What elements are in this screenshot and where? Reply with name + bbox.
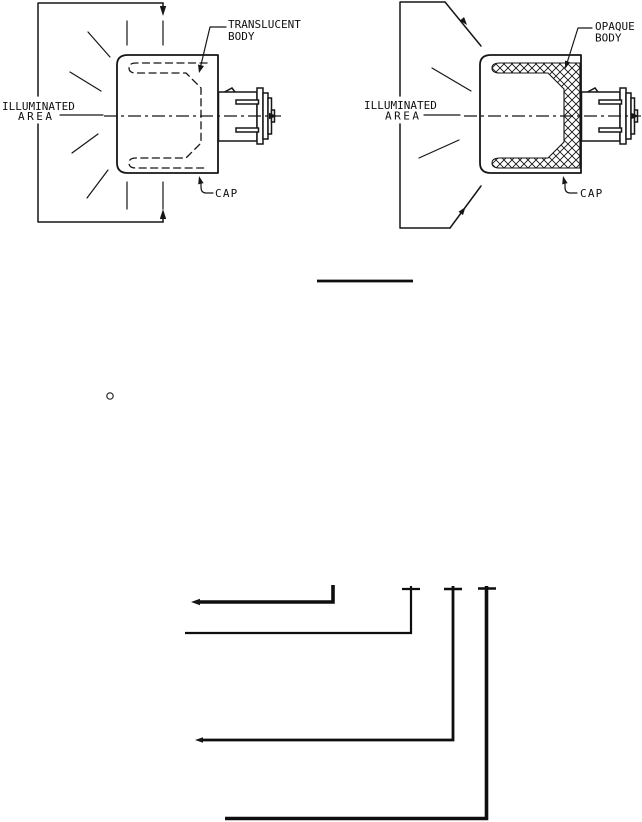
light-ray [70, 72, 101, 91]
right-diagram [364, 2, 641, 228]
circle-marker [107, 393, 113, 399]
label-area-left: AREA [18, 110, 55, 123]
leader-arrow-icon [198, 65, 204, 74]
cap-callout-left [198, 176, 238, 200]
light-ray [87, 170, 108, 198]
label-body-left: BODY [228, 30, 255, 43]
callout-arrow-icon [195, 737, 203, 742]
callout-path [225, 586, 487, 819]
label-cap-right: CAP [580, 187, 604, 200]
callout-path [202, 586, 453, 740]
label-translucent: TRANSLUCENT [228, 18, 301, 31]
callout-path [199, 585, 333, 602]
callout-path [185, 586, 411, 633]
lamp-pin [236, 100, 259, 104]
translucent-body-callout [198, 18, 301, 73]
label-body-right: BODY [595, 31, 622, 45]
lamp-pin [236, 128, 259, 132]
light-rays-left [60, 21, 163, 209]
light-ray [432, 68, 471, 91]
callout-line-1 [191, 585, 333, 605]
left-diagram [2, 3, 301, 222]
cap-callout-right [562, 176, 603, 200]
lamp-pin [599, 100, 622, 104]
leader-line [565, 184, 577, 193]
label-illuminated-left: ILLUMINATED [2, 100, 75, 113]
label-opaque: OPAQUE [595, 20, 635, 33]
callout-arrow-icon [191, 599, 200, 605]
callout-line-3 [195, 586, 462, 743]
lamp-pin [599, 128, 622, 132]
light-ray [72, 134, 98, 153]
label-cap-left: CAP [215, 187, 239, 200]
leader-line [201, 184, 213, 193]
light-ray [88, 32, 110, 57]
callout-line-4 [225, 586, 496, 819]
label-illuminated-right: ILLUMINATED [364, 99, 437, 112]
light-ray [419, 140, 459, 158]
arrow-up-icon [160, 209, 166, 219]
label-area-right: AREA [385, 109, 422, 123]
callout-line-2 [185, 586, 420, 633]
leader-line [567, 28, 592, 63]
opaque-body-callout [565, 20, 635, 69]
part-number-callout-lines [185, 585, 496, 819]
bracket-diagonal-top [445, 2, 481, 46]
leader-arrow-icon [562, 176, 567, 184]
arrow-down-icon [160, 6, 166, 16]
light-rays-right [419, 68, 471, 158]
leader-arrow-icon [198, 176, 203, 184]
